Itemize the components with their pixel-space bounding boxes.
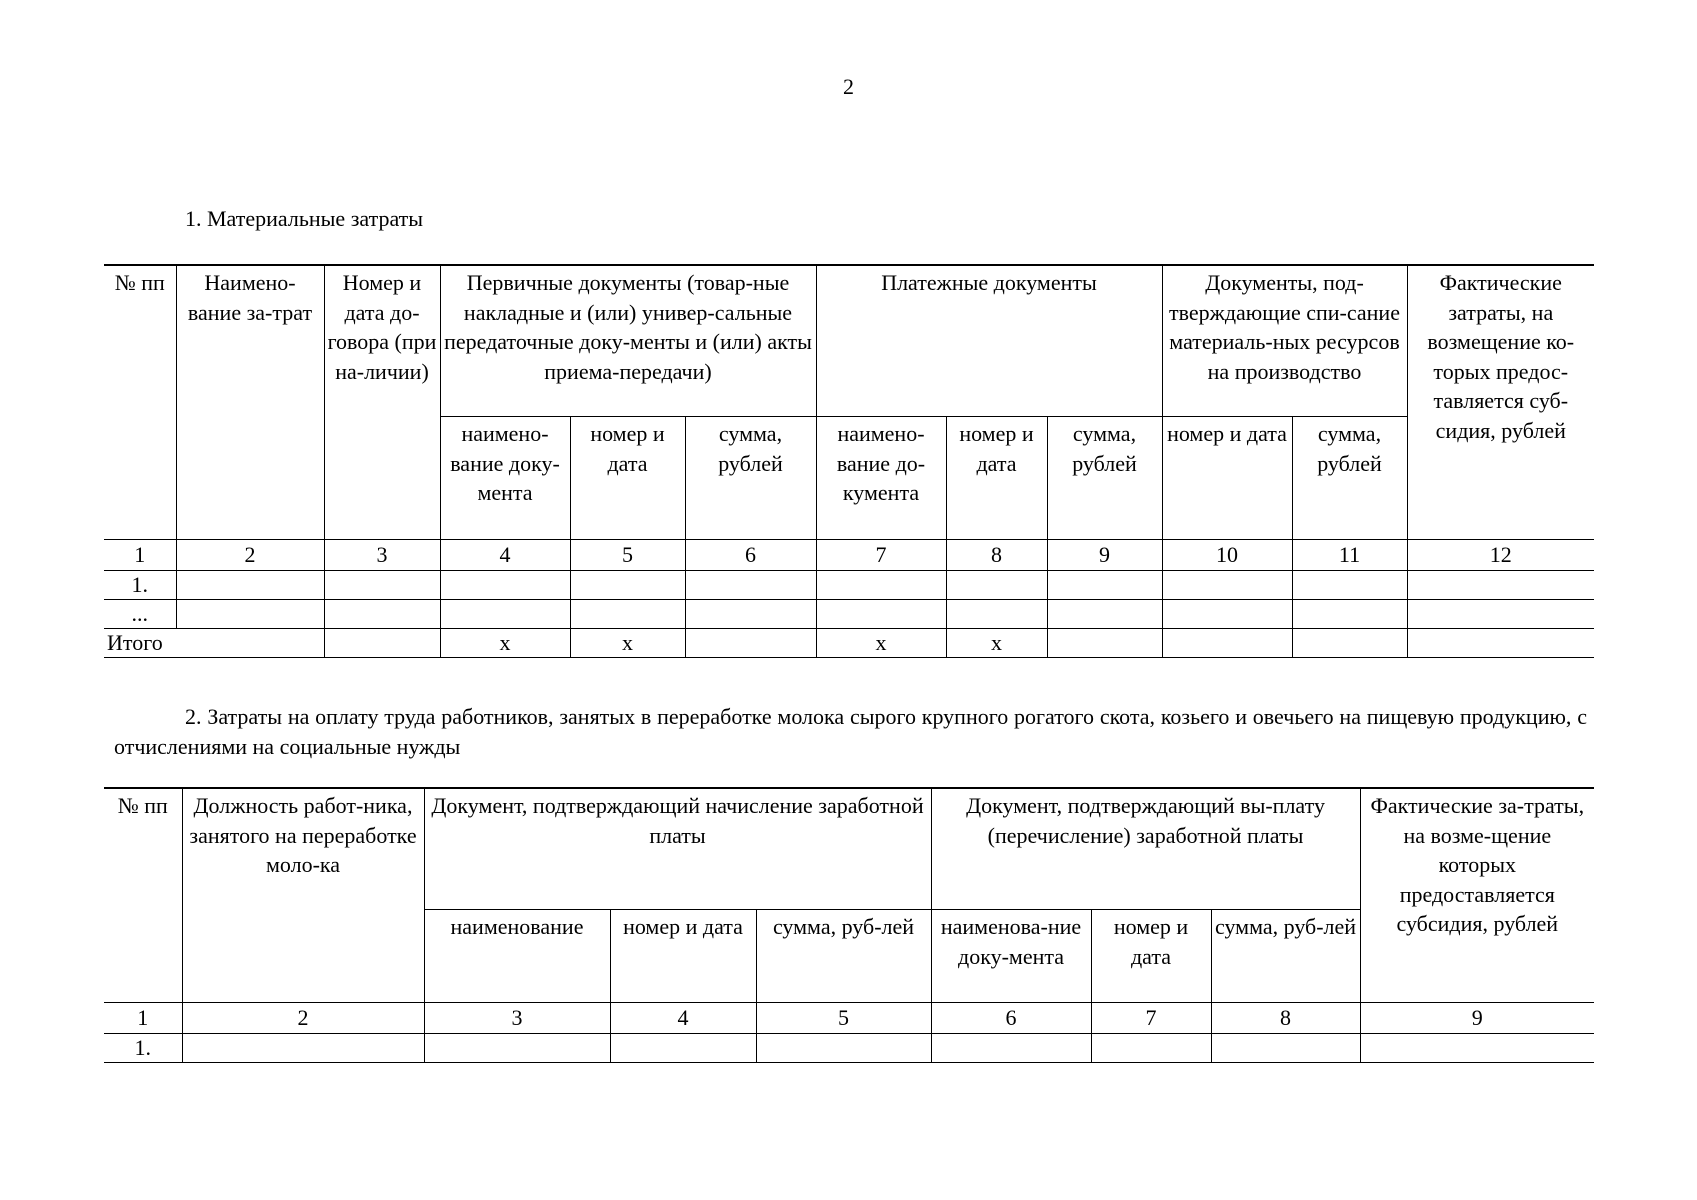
column-number: 7 — [816, 540, 946, 571]
column-number: 2 — [176, 540, 324, 571]
table-cell[interactable] — [1407, 600, 1594, 629]
header-primary-doc-number: номер и дата — [570, 417, 685, 540]
table-cell[interactable] — [324, 629, 440, 658]
row-number: 1. — [104, 1034, 182, 1063]
column-number: 3 — [424, 1003, 610, 1034]
header-payment-name: наименова-ние доку-мента — [931, 910, 1091, 1003]
column-number: 6 — [931, 1003, 1091, 1034]
column-number: 4 — [440, 540, 570, 571]
material-costs-table — [104, 264, 1594, 658]
header-payment-sum: сумма, руб-лей — [1211, 910, 1360, 1003]
column-number: 6 — [685, 540, 816, 571]
column-number: 5 — [570, 540, 685, 571]
header-salary-payment-doc: Документ, подтверждающий вы-плату (перечисление) заработной платы — [931, 788, 1360, 910]
column-number: 3 — [324, 540, 440, 571]
table-cell[interactable] — [931, 1034, 1091, 1063]
column-number: 11 — [1292, 540, 1407, 571]
table-cell[interactable] — [1047, 600, 1162, 629]
column-number: 12 — [1407, 540, 1594, 571]
header-payment-doc-sum: сумма, рублей — [1047, 417, 1162, 540]
header-writeoff-number: номер и дата — [1162, 417, 1292, 540]
column-number: 10 — [1162, 540, 1292, 571]
column-number: 4 — [610, 1003, 756, 1034]
table-cell[interactable] — [176, 571, 324, 600]
table-cell[interactable] — [685, 629, 816, 658]
header-primary-doc-name: наимено-вание доку-мента — [440, 417, 570, 540]
header-payment-number: номер и дата — [1091, 910, 1211, 1003]
table-cell[interactable] — [1292, 571, 1407, 600]
column-number: 1 — [104, 540, 176, 571]
total-mark: x — [946, 629, 1047, 658]
table-row — [104, 600, 1594, 629]
section-1-title: 1. Материальные затраты — [185, 206, 424, 231]
table-cell[interactable] — [570, 571, 685, 600]
table-row — [104, 571, 1594, 600]
header-writeoff-docs: Документы, под-тверждающие спи-сание материаль-ных ресурсов на производство — [1162, 265, 1407, 417]
total-mark: x — [440, 629, 570, 658]
table-cell[interactable] — [324, 571, 440, 600]
column-number: 7 — [1091, 1003, 1211, 1034]
table-cell[interactable] — [1292, 600, 1407, 629]
table-cell[interactable] — [440, 571, 570, 600]
total-mark: x — [816, 629, 946, 658]
section-2-title: 2. Затраты на оплату труда работников, занятых в переработке молока сырого крупного рогатого скота, козьего и овечьего на пищевую продукцию, с отчислениями на социальные нужды — [114, 704, 1587, 759]
table-cell[interactable] — [1162, 571, 1292, 600]
table-cell[interactable] — [570, 600, 685, 629]
table-cell[interactable] — [685, 571, 816, 600]
row-number: 1. — [104, 571, 176, 600]
table-cell[interactable] — [946, 600, 1047, 629]
table-cell[interactable] — [1162, 600, 1292, 629]
table-cell[interactable] — [182, 1034, 424, 1063]
table-cell[interactable] — [1211, 1034, 1360, 1063]
table-cell[interactable] — [946, 571, 1047, 600]
header-accrual-doc: Документ, подтверждающий начисление заработной платы — [424, 788, 931, 910]
total-row — [104, 629, 1594, 658]
header-accrual-sum: сумма, руб-лей — [756, 910, 931, 1003]
column-number: 8 — [1211, 1003, 1360, 1034]
table-cell[interactable] — [1047, 629, 1162, 658]
header-accrual-number: номер и дата — [610, 910, 756, 1003]
table-cell[interactable] — [1360, 1034, 1594, 1063]
header-col-number: № пп — [104, 265, 176, 540]
header-primary-docs: Первичные документы (товар-ные накладные и (или) универ-сальные передаточные доку-менты и (или) акты приема-передачи) — [440, 265, 816, 417]
column-numbers-row — [104, 1003, 1594, 1034]
column-numbers-row — [104, 540, 1594, 571]
header-cost-name: Наимено-вание за-трат — [176, 265, 324, 540]
table-cell[interactable] — [1407, 571, 1594, 600]
table-cell[interactable] — [424, 1034, 610, 1063]
total-label: Итого — [104, 629, 324, 658]
header-primary-doc-sum: сумма, рублей — [685, 417, 816, 540]
labor-costs-table — [104, 787, 1594, 1063]
table-cell[interactable] — [1162, 629, 1292, 658]
table-cell[interactable] — [324, 600, 440, 629]
header-payment-doc-number: номер и дата — [946, 417, 1047, 540]
header-payment-docs: Платежные документы — [816, 265, 1162, 417]
table-cell[interactable] — [816, 600, 946, 629]
column-number: 9 — [1360, 1003, 1594, 1034]
table-cell[interactable] — [1407, 629, 1594, 658]
total-mark: x — [570, 629, 685, 658]
table-cell[interactable] — [440, 600, 570, 629]
table-row — [104, 1034, 1594, 1063]
table-cell[interactable] — [685, 600, 816, 629]
table-cell[interactable] — [610, 1034, 756, 1063]
header-contract: Номер и дата до-говора (при на-личии) — [324, 265, 440, 540]
column-number: 2 — [182, 1003, 424, 1034]
table-cell[interactable] — [1047, 571, 1162, 600]
table-cell[interactable] — [176, 600, 324, 629]
table-cell[interactable] — [816, 571, 946, 600]
table-cell[interactable] — [1091, 1034, 1211, 1063]
column-number: 9 — [1047, 540, 1162, 571]
header-actual-costs: Фактические за-траты, на возме-щение которых предоставляется субсидия, рублей — [1360, 788, 1594, 1003]
header-payment-doc-name: наимено-вание до-кумента — [816, 417, 946, 540]
header-position: Должность работ-ника, занятого на переработке моло-ка — [182, 788, 424, 1003]
table-cell[interactable] — [756, 1034, 931, 1063]
column-number: 1 — [104, 1003, 182, 1034]
row-number: ... — [104, 600, 176, 629]
header-actual-costs: Фактические затраты, на возмещение ко-торых предос-тавляется суб-сидия, рублей — [1407, 265, 1594, 540]
header-accrual-name: наименование — [424, 910, 610, 1003]
table-cell[interactable] — [1292, 629, 1407, 658]
column-number: 5 — [756, 1003, 931, 1034]
header-col-number: № пп — [104, 788, 182, 1003]
column-number: 8 — [946, 540, 1047, 571]
page-number: 2 — [843, 74, 854, 99]
header-writeoff-sum: сумма, рублей — [1292, 417, 1407, 540]
